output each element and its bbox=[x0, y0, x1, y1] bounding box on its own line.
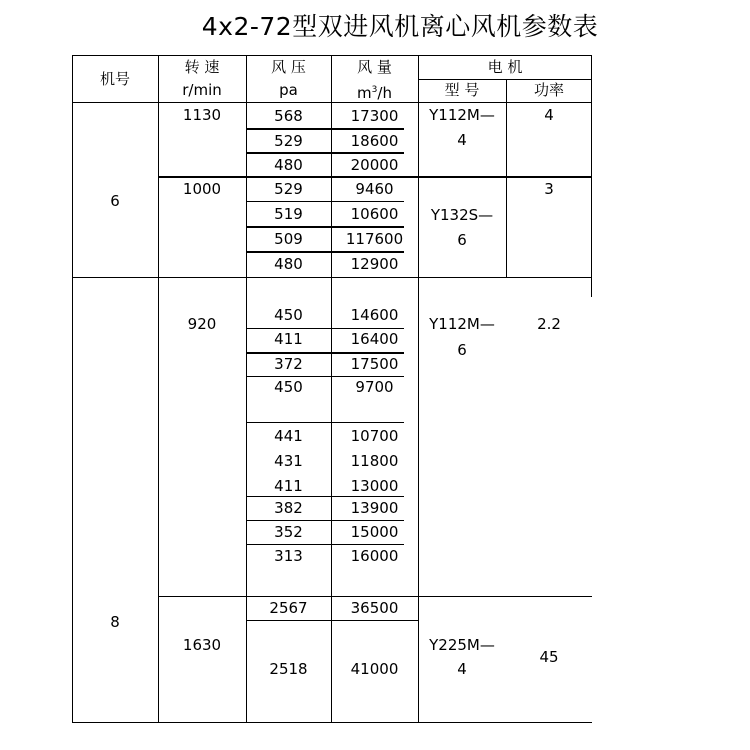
row-rule bbox=[246, 620, 418, 621]
motor-power: 4 bbox=[544, 106, 554, 124]
speed-value: 1000 bbox=[182, 180, 222, 198]
header-pressure: 风 压 bbox=[271, 58, 306, 76]
volume-cell: 9460 bbox=[355, 180, 394, 198]
pressure-cell: 509 bbox=[274, 230, 303, 248]
volume-cell: 12900 bbox=[350, 255, 399, 273]
pressure-cell: 568 bbox=[274, 107, 303, 125]
col-rule-speed bbox=[158, 55, 159, 723]
pressure-cell: 441 bbox=[274, 427, 303, 445]
volume-cell: 11800 bbox=[350, 452, 399, 470]
machine-no-8: 8 bbox=[110, 613, 120, 631]
motor-model-line2: 6 bbox=[457, 341, 467, 359]
pressure-cell: 431 bbox=[274, 452, 303, 470]
row-rule bbox=[246, 226, 404, 228]
header-power: 功率 bbox=[533, 81, 564, 99]
volume-cell: 17500 bbox=[350, 355, 399, 373]
header-pressure-unit: pa bbox=[279, 81, 298, 99]
header-speed: 转 速 bbox=[184, 58, 220, 76]
pressure-cell: 2518 bbox=[269, 660, 308, 678]
pressure-cell: 2567 bbox=[269, 599, 308, 617]
volume-cell: 13000 bbox=[350, 477, 399, 495]
volume-cell: 14600 bbox=[350, 306, 399, 324]
volume-cell: 20000 bbox=[350, 156, 399, 174]
pressure-cell: 480 bbox=[274, 156, 303, 174]
speed-value: 1130 bbox=[182, 106, 222, 124]
volume-cell: 9700 bbox=[355, 378, 394, 396]
pressure-cell: 529 bbox=[274, 132, 303, 150]
pressure-cell: 411 bbox=[274, 330, 303, 348]
machine-no-6: 6 bbox=[110, 192, 120, 210]
header-model: 型 号 bbox=[444, 81, 480, 99]
volume-cell: 36500 bbox=[350, 599, 399, 617]
volume-cell: 17300 bbox=[350, 107, 399, 125]
row-rule bbox=[246, 128, 404, 130]
row-rule bbox=[246, 251, 404, 253]
row-rule bbox=[246, 422, 404, 423]
pressure-cell: 411 bbox=[274, 477, 303, 495]
motor-power: 2.2 bbox=[537, 315, 561, 333]
pressure-cell: 382 bbox=[274, 499, 303, 517]
volume-cell: 117600 bbox=[345, 230, 404, 248]
speed-value: 920 bbox=[187, 315, 217, 333]
motor-power: 45 bbox=[539, 648, 559, 666]
volume-cell: 13900 bbox=[350, 499, 399, 517]
row-rule bbox=[246, 520, 404, 521]
row-rule bbox=[246, 496, 404, 497]
header-volume: 风 量 bbox=[357, 58, 392, 76]
pressure-cell: 480 bbox=[274, 255, 303, 273]
header-volume-unit: $m^3/h$ bbox=[357, 84, 392, 102]
pressure-cell: 529 bbox=[274, 180, 303, 198]
volume-cell: 18600 bbox=[350, 132, 399, 150]
pressure-cell: 313 bbox=[274, 547, 303, 565]
volume-cell: 15000 bbox=[350, 523, 399, 541]
machine-group-rule bbox=[72, 277, 592, 278]
speed-group-rule bbox=[158, 596, 592, 597]
motor-model-line2: 4 bbox=[457, 660, 467, 678]
volume-cell: 10600 bbox=[350, 205, 399, 223]
col-rule-model bbox=[418, 55, 419, 723]
motor-model-line2: 4 bbox=[457, 131, 467, 149]
header-machine-no: 机号 bbox=[99, 70, 130, 88]
row-rule bbox=[246, 201, 404, 202]
row-rule bbox=[246, 152, 404, 154]
volume-cell: 16400 bbox=[350, 330, 399, 348]
volume-cell: 10700 bbox=[350, 427, 399, 445]
pressure-cell: 519 bbox=[274, 205, 303, 223]
header-top-rule bbox=[72, 55, 592, 56]
volume-cell: 16000 bbox=[350, 547, 399, 565]
page-title: 4x2-72型双进风机离心风机参数表 bbox=[201, 12, 599, 41]
pressure-cell: 450 bbox=[274, 378, 303, 396]
table-bottom-rule bbox=[72, 722, 592, 723]
row-rule bbox=[246, 544, 404, 545]
speed-value: 1630 bbox=[182, 636, 222, 654]
header-motor: 电 机 bbox=[487, 58, 523, 76]
motor-model-line1: Y225M— bbox=[429, 636, 495, 654]
volume-cell: 41000 bbox=[350, 660, 399, 678]
motor-model-line2: 6 bbox=[457, 231, 467, 249]
motor-model-line1: Y132S— bbox=[430, 206, 494, 224]
pressure-cell: 372 bbox=[274, 355, 303, 373]
header-speed-unit: r/min bbox=[182, 81, 222, 99]
motor-power: 3 bbox=[544, 180, 554, 198]
pressure-cell: 352 bbox=[274, 523, 303, 541]
motor-model-line1: Y112M— bbox=[429, 106, 495, 124]
pressure-cell: 450 bbox=[274, 306, 303, 324]
speed-group-rule bbox=[158, 176, 591, 178]
motor-model-line1: Y112M— bbox=[429, 315, 495, 333]
